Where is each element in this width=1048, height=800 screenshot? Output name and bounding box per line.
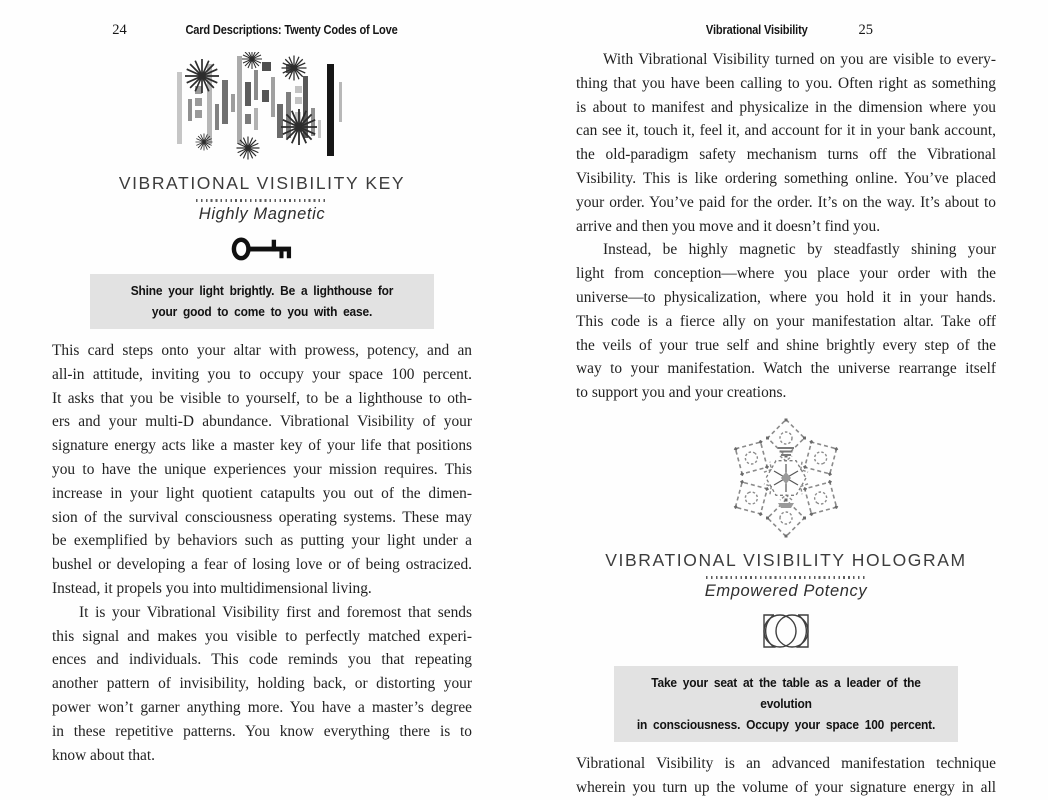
title-dotted-rule: [196, 199, 328, 202]
left-page-header: [52, 22, 472, 39]
text-line: you to have the unique experiences your mission requires. This: [52, 460, 472, 478]
text-line: ences and individuals. This code reminds you that repeating: [52, 651, 472, 669]
running-head: Card Descriptions: Twenty Codes of Love: [185, 23, 398, 37]
text-line: know about that.: [52, 746, 156, 764]
text-line: another pattern of invisibility, holding back, or distorting your: [52, 675, 472, 693]
right-page: [576, 0, 996, 800]
text-line: signature energy acts like a master key of your life that positions: [52, 437, 472, 455]
text-line: your order. You’ve paid for the order. It’s on the way. It’s about to: [576, 193, 996, 211]
body-paragraph: [52, 601, 472, 768]
text-line: to support you and your creations.: [576, 384, 787, 402]
body-paragraph: [576, 48, 996, 238]
text-line: Instead, it propels you into multidimensional living.: [52, 579, 372, 597]
affirmation-box: [90, 274, 434, 329]
text-line: way to your manifestation. Watch the universe rearrange itself: [576, 360, 996, 378]
text-line: wherein you turn up the volume of your signature energy in all: [576, 778, 996, 796]
text-line: Visibility. This is like ordering something online. You’ve placed: [576, 169, 996, 187]
text-line: It asks that you be visible to yourself, to be a lighthouse to oth-: [52, 389, 472, 407]
body-paragraph: [52, 339, 472, 601]
text-line: all-in attitude, inviting you to occupy your space 100 percent.: [52, 365, 472, 383]
text-line: light from conception—where you place your order with the: [576, 265, 996, 283]
page-number: 24: [112, 22, 127, 38]
title-dotted-rule: [706, 576, 866, 579]
text-line: This code is a fierce ally on your manifestation altar. Take off: [576, 312, 996, 330]
text-line: the old-paradigm safety mechanism turns off the Vibrational: [576, 146, 996, 164]
text-line: this signal and makes you visible to perfectly matched experi-: [52, 627, 472, 645]
text-line: power won’t garner anything more. You have a master’s degree: [52, 698, 472, 716]
text-line: arrive and then you move and it doesn’t find you.: [576, 217, 881, 235]
key-icon: [52, 232, 472, 262]
left-page: [52, 0, 472, 767]
card-subtitle: Highly Magnetic: [198, 205, 326, 223]
right-page-header: [576, 22, 996, 39]
text-line: This card steps onto your altar with prowess, potency, and an: [52, 342, 472, 359]
mandala-svg: [702, 417, 870, 539]
text-line: It is your Vibrational Visibility first and foremost that sends: [79, 603, 472, 621]
starburst-cityscape-image: [52, 52, 472, 162]
card-title: VIBRATIONAL VISIBILITY KEY: [118, 173, 406, 193]
right-body-top: [576, 48, 996, 405]
affirmation-line: Take your seat at the table as a leader of the evolution: [651, 674, 921, 711]
affirmation-line: in consciousness. Occupy your space 100 percent.: [636, 716, 936, 732]
text-line: With Vibrational Visibility turned on you are visible to every-: [603, 51, 996, 68]
card-title: VIBRATIONAL VISIBILITY HOLOGRAM: [605, 549, 967, 570]
text-line: bushel or developing a fear of losing love or of being ostracized.: [52, 556, 472, 574]
mandala-image: [576, 417, 996, 539]
affirmation-line: Shine your light brightly. Be a lighthouse for: [130, 283, 394, 298]
page-number: 25: [858, 22, 873, 38]
text-line: is about to manifest and physicalize in the dimension where you: [576, 98, 996, 116]
text-line: Vibrational Visibility is an advanced manifestation technique: [576, 754, 996, 772]
left-body-text: [52, 339, 472, 767]
text-line: can see it, touch it, feel it, and account for it in your bank account,: [576, 122, 996, 140]
affirmation-box: [614, 666, 958, 742]
right-body-bottom: [576, 752, 996, 800]
text-line: ers and your multi-D abundance. Vibrational Visibility of your: [52, 413, 472, 431]
text-line: sion of the survival consciousness operating systems. These may: [52, 508, 472, 526]
running-head: Vibrational Visibility: [705, 23, 808, 37]
hologram-lens-icon: [576, 608, 996, 654]
text-line: universe—to physicalization, where you hold it in your hands.: [576, 288, 996, 306]
cityscape-svg: [174, 52, 350, 162]
affirmation-line: your good to come to you with ease.: [151, 304, 373, 319]
body-paragraph: [576, 238, 996, 405]
text-line: increase in your light quotient catapults you out of the dimen-: [52, 484, 472, 502]
key-icon-svg: [231, 232, 293, 262]
hologram-icon-svg: [753, 608, 819, 654]
text-line: be exemplified by behaviors such as putting your light under a: [52, 532, 472, 550]
text-line: in these repetitive patterns. You know everything there is to: [52, 722, 472, 740]
text-line: the veils of your true self and shine brightly every step of the: [576, 336, 996, 354]
body-paragraph: [576, 752, 996, 800]
text-line: thing that you have been calling to you. Often right as something: [576, 74, 996, 92]
card-subtitle: Empowered Potency: [704, 581, 868, 600]
text-line: Instead, be highly magnetic by steadfastly shining your: [603, 241, 996, 259]
